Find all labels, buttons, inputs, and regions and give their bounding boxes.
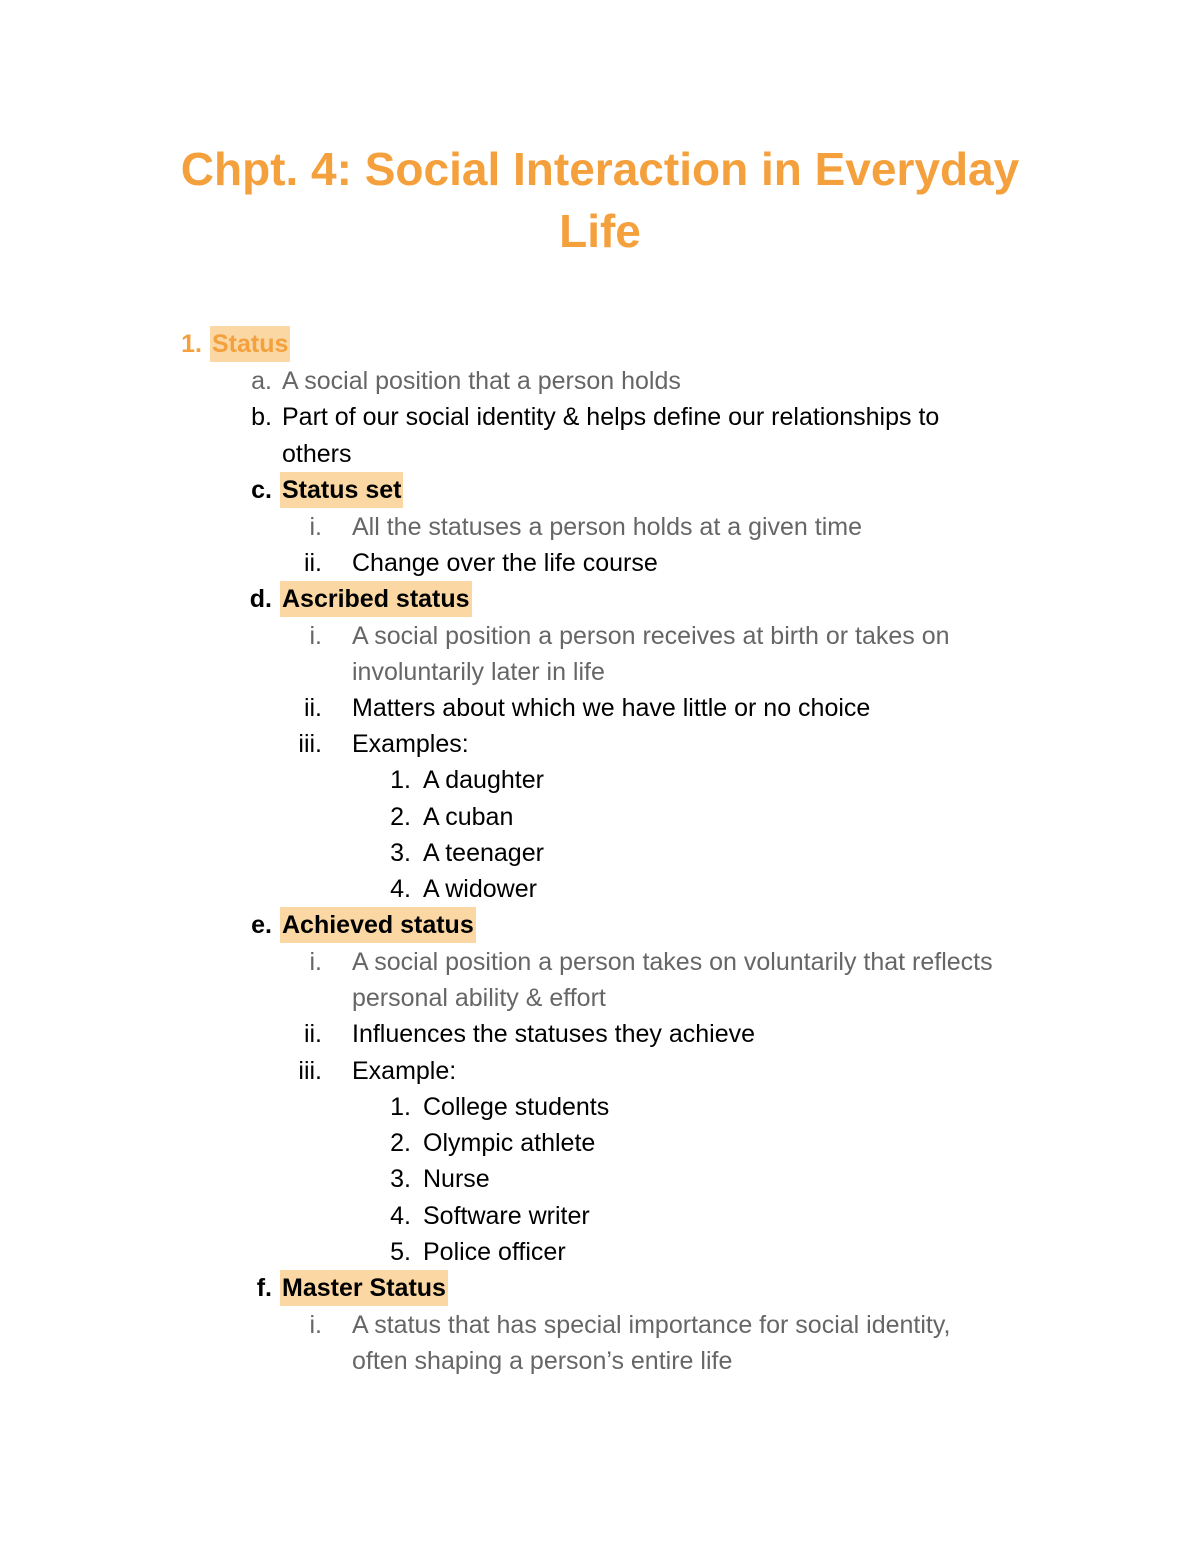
list-marker: f. <box>256 1274 272 1302</box>
list-marker: ii. <box>303 549 322 577</box>
list-item-text: Example: <box>352 1057 457 1085</box>
section-title: Status set <box>280 472 403 508</box>
list-marker: c. <box>251 476 272 504</box>
list-marker: ii. <box>303 694 322 722</box>
section-title: Master Status <box>280 1270 448 1306</box>
list-marker: 1. <box>390 1093 411 1121</box>
list-marker: 2. <box>390 803 411 831</box>
list-item-text: A teenager <box>423 839 544 867</box>
document-title: Chpt. 4: Social Interaction in Everyday Life <box>180 143 1020 257</box>
list-marker: 1. <box>390 766 411 794</box>
list-marker: 4. <box>390 875 411 903</box>
list-item-text: A status that has special importance for social identity, <box>352 1311 951 1339</box>
list-item-text: Nurse <box>423 1165 490 1193</box>
list-item-text: Software writer <box>423 1202 590 1230</box>
list-item-text: Police officer <box>423 1238 566 1266</box>
list-item-text: A social position a person receives at birth or takes on <box>352 622 950 650</box>
list-marker: 5. <box>390 1238 411 1266</box>
list-item-text: All the statuses a person holds at a given time <box>352 513 863 541</box>
list-marker: i. <box>309 1311 322 1339</box>
list-marker: 1. <box>181 330 202 358</box>
list-marker: iii. <box>298 1057 322 1085</box>
list-marker: 3. <box>390 839 411 867</box>
list-marker: i. <box>309 513 322 541</box>
list-item-text: Olympic athlete <box>423 1129 596 1157</box>
list-marker: iii. <box>298 730 322 758</box>
list-item-text: A social position a person takes on voluntarily that reflects <box>352 948 993 976</box>
list-item-text: personal ability & effort <box>352 984 606 1012</box>
heading-text: Status <box>210 326 290 362</box>
list-item-text: Influences the statuses they achieve <box>352 1020 756 1048</box>
list-marker: e. <box>251 911 272 939</box>
list-item-text: involuntarily later in life <box>352 658 605 686</box>
list-item-text: Change over the life course <box>352 549 658 577</box>
list-item-text: Examples: <box>352 730 469 758</box>
section-title: Ascribed status <box>280 581 472 617</box>
list-item-text: others <box>282 440 352 468</box>
list-marker: d. <box>249 585 272 613</box>
list-marker: ii. <box>303 1020 322 1048</box>
list-item-text: A widower <box>423 875 537 903</box>
list-item-text: A cuban <box>423 803 514 831</box>
list-marker: i. <box>309 948 322 976</box>
list-item-text: Matters about which we have little or no choice <box>352 694 871 722</box>
list-item-text: Part of our social identity & helps define our relationships to <box>282 403 940 431</box>
list-marker: i. <box>309 622 322 650</box>
list-marker: b. <box>251 403 272 431</box>
list-marker: 2. <box>390 1129 411 1157</box>
section-title: Achieved status <box>280 907 476 943</box>
list-marker: a. <box>251 367 272 395</box>
list-item-text: College students <box>423 1093 610 1121</box>
list-marker: 4. <box>390 1202 411 1230</box>
list-item-text: A daughter <box>423 766 544 794</box>
list-item-text: A social position that a person holds <box>282 367 681 395</box>
list-marker: 3. <box>390 1165 411 1193</box>
list-item-text: often shaping a person’s entire life <box>352 1347 733 1375</box>
